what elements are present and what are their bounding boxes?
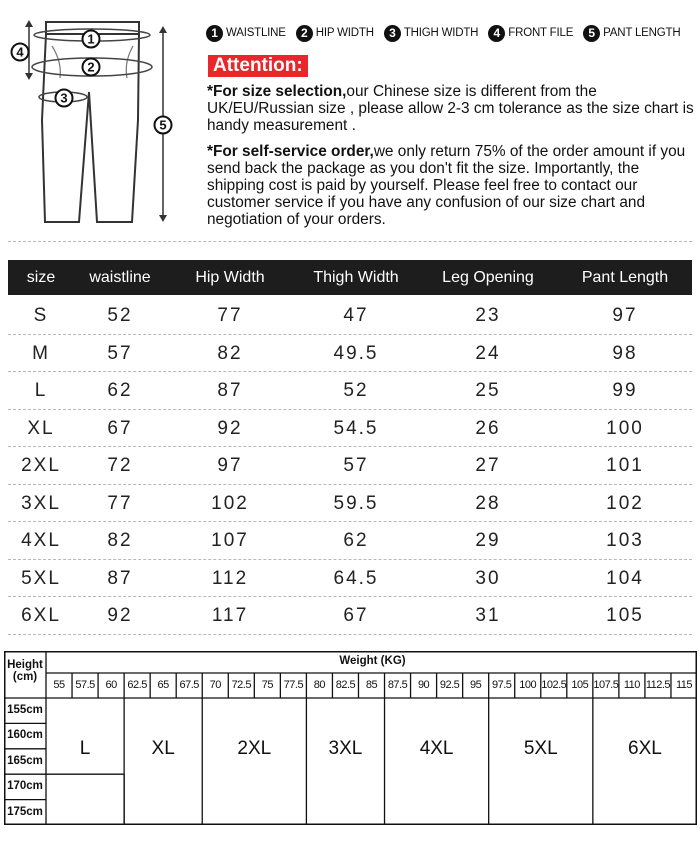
- number-1-icon: 1: [206, 25, 223, 42]
- cell-size: S: [33, 305, 49, 326]
- cell-waistline: 82: [107, 530, 133, 551]
- weight-tick: 110: [623, 679, 640, 691]
- table-row: [8, 522, 692, 559]
- weight-tick: 70: [209, 679, 221, 691]
- cell-hip-width: 102: [211, 492, 249, 514]
- cell-size: 5XL: [21, 567, 61, 589]
- marker-2-label: 2: [87, 59, 95, 75]
- cell-thigh-width: 62: [343, 530, 369, 551]
- size-region-label: 4XL: [419, 738, 454, 760]
- height-row-label: 155cm: [7, 704, 43, 716]
- legend-label: PANT LENGTH: [603, 27, 681, 39]
- cell-hip-width: 107: [211, 530, 249, 551]
- cell-thigh-width: 52: [343, 380, 369, 401]
- weight-tick: 112.5: [645, 679, 671, 691]
- height-row-label: 175cm: [7, 805, 43, 818]
- cell-hip-width: 77: [217, 305, 243, 326]
- weight-tick: 65: [157, 679, 169, 691]
- cell-size: L: [34, 380, 48, 401]
- weight-tick: 67.5: [179, 679, 199, 691]
- cell-leg-opening: 31: [475, 605, 501, 626]
- size-region-label: XL: [151, 738, 175, 760]
- cell-pant-length: 103: [606, 530, 644, 551]
- weight-tick: 75: [261, 679, 273, 691]
- cell-waistline: 72: [107, 455, 133, 476]
- cell-pant-length: 97: [612, 305, 638, 326]
- cell-hip-width: 82: [217, 342, 243, 364]
- cell-hip-width: 117: [211, 605, 249, 626]
- marker-4-label: 4: [16, 44, 24, 60]
- table-row: [8, 597, 692, 634]
- cell-pant-length: 104: [606, 567, 644, 589]
- cell-pant-length: 105: [606, 605, 644, 626]
- weight-height-chart: [4, 651, 697, 825]
- cell-leg-opening: 27: [475, 455, 501, 476]
- legend-item-waistline: [206, 25, 286, 42]
- header-waistline: waistline: [89, 269, 151, 286]
- cell-thigh-width: 47: [343, 305, 369, 326]
- cell-leg-opening: 25: [475, 380, 501, 401]
- cell-hip-width: 97: [217, 455, 243, 476]
- cell-hip-width: 112: [211, 567, 249, 589]
- cell-waistline: 92: [107, 605, 133, 626]
- number-2-icon: 2: [296, 25, 313, 42]
- cell-hip-width: 92: [217, 417, 243, 439]
- legend-item-pant-length: [583, 25, 680, 42]
- height-label: Height (cm): [7, 659, 43, 683]
- weight-tick: 60: [105, 679, 117, 691]
- cell-size: 3XL: [21, 492, 61, 514]
- cell-waistline: 67: [107, 417, 133, 439]
- pants-diagram: [0, 0, 200, 240]
- cell-pant-length: 101: [606, 455, 644, 476]
- weight-tick: 115: [675, 679, 692, 691]
- cell-thigh-width: 67: [343, 605, 369, 626]
- cell-leg-opening: 28: [475, 492, 501, 514]
- cell-pant-length: 99: [612, 380, 638, 401]
- marker-1-icon: [83, 31, 100, 48]
- table-row: [8, 560, 692, 597]
- cell-leg-opening: 29: [475, 530, 501, 551]
- weight-tick: 107.5: [593, 679, 619, 691]
- cell-hip-width: 87: [217, 380, 243, 401]
- height-row-label: 170cm: [7, 780, 43, 793]
- number-4-icon: 4: [488, 25, 505, 42]
- cell-pant-length: 100: [606, 417, 644, 439]
- height-row-label: 160cm: [7, 729, 43, 742]
- legend-item-front-file: [488, 25, 573, 42]
- marker-4-icon: [12, 44, 29, 61]
- size-region-label: L: [79, 738, 91, 760]
- cell-waistline: 57: [107, 342, 133, 364]
- table-row: [8, 335, 692, 372]
- self-service-note: [207, 143, 697, 228]
- weight-tick: 72.5: [231, 679, 251, 691]
- cell-leg-opening: 30: [475, 567, 501, 589]
- cell-waistline: 77: [107, 492, 133, 514]
- size-region-label: 6XL: [628, 738, 662, 760]
- divider: [8, 241, 692, 242]
- legend-label: HIP WIDTH: [315, 27, 374, 39]
- cell-thigh-width: 54.5: [333, 417, 379, 439]
- cell-waistline: 87: [107, 567, 133, 589]
- cell-size: 6XL: [21, 605, 61, 626]
- weight-tick: 82.5: [335, 679, 356, 691]
- table-row: [8, 447, 692, 484]
- legend-label: WAISTLINE: [226, 27, 286, 39]
- legend-label: THIGH WIDTH: [403, 27, 479, 39]
- marker-3-label: 3: [60, 90, 68, 106]
- self-service-text: we only return 75% of the order amount if you send back the package as you don't fit the size. Importantly, the shipping cost is paid by yourself. Please feel free to contact our customer service if you have any confusion of our size chart and negotiation of your orders.: [207, 143, 686, 228]
- header-size: size: [26, 269, 56, 286]
- table-row: [8, 485, 692, 522]
- cell-leg-opening: 26: [475, 417, 501, 439]
- measurement-legend: [206, 20, 700, 46]
- weight-tick: 77.5: [283, 679, 304, 691]
- size-region-label: 3XL: [328, 738, 363, 760]
- marker-5-icon: [155, 117, 172, 134]
- cell-waistline: 52: [107, 305, 133, 326]
- marker-3-icon: [56, 90, 73, 107]
- size-selection-note: [207, 83, 697, 134]
- weight-tick: 95: [470, 679, 482, 691]
- weight-tick: 85: [365, 679, 378, 691]
- size-region-label: 2XL: [237, 738, 272, 760]
- cell-size: 4XL: [21, 530, 61, 551]
- cell-pant-length: 98: [612, 342, 638, 364]
- weight-tick: 57.5: [75, 679, 95, 691]
- weight-tick: 100: [519, 679, 537, 691]
- weight-tick: 80: [313, 679, 326, 691]
- marker-2-icon: [83, 59, 100, 76]
- table-row: [8, 297, 692, 334]
- legend-item-thigh-width: [384, 25, 478, 42]
- size-selection-text: our Chinese size is different from the UK/EU/Russian size , please allow 2-3 cm tolerance as the size chart is handy measurement .: [207, 83, 694, 134]
- size-region-label: 5XL: [523, 738, 558, 760]
- header-pant-length: Pant Length: [581, 269, 669, 286]
- legend-item-hip-width: [296, 25, 374, 42]
- cell-leg-opening: 24: [475, 342, 501, 364]
- marker-5-label: 5: [159, 117, 167, 133]
- cell-thigh-width: 64.5: [333, 567, 379, 589]
- header-leg-opening: Leg Opening: [442, 269, 534, 286]
- number-5-icon: 5: [583, 25, 600, 42]
- weight-tick: 90: [417, 679, 430, 691]
- attention-title: Attention:: [208, 55, 308, 77]
- legend-label: FRONT FILE: [508, 27, 574, 39]
- cell-thigh-width: 49.5: [333, 342, 379, 364]
- cell-thigh-width: 57: [343, 455, 369, 476]
- weight-tick: 97.5: [491, 679, 512, 691]
- weight-tick: 105: [571, 679, 589, 691]
- header-hip-width: Hip Width: [195, 269, 265, 286]
- table-row: [8, 372, 692, 409]
- cell-waistline: 62: [107, 380, 133, 401]
- table-row: [8, 410, 692, 447]
- self-service-lead: *For self-service order,: [207, 143, 374, 160]
- cell-size: 2XL: [21, 455, 61, 476]
- number-3-icon: 3: [384, 25, 401, 42]
- header-thigh-width: Thigh Width: [313, 269, 399, 286]
- weight-tick: 102.5: [541, 679, 567, 691]
- marker-1-label: 1: [87, 31, 95, 47]
- cell-size: XL: [27, 417, 55, 439]
- cell-pant-length: 102: [606, 492, 644, 514]
- weight-tick: 92.5: [439, 679, 460, 691]
- cell-thigh-width: 59.5: [333, 492, 379, 514]
- weight-tick: 87.5: [387, 679, 408, 691]
- weight-label: Weight (KG): [339, 655, 406, 667]
- cell-leg-opening: 23: [475, 305, 501, 326]
- cell-size: M: [32, 342, 50, 364]
- size-selection-lead: *For size selection,: [207, 83, 347, 100]
- weight-tick: 62.5: [127, 679, 147, 691]
- row-divider: [8, 634, 692, 635]
- size-table-header: [8, 260, 692, 295]
- height-row-label: 165cm: [7, 754, 43, 767]
- weight-tick: 55: [53, 679, 65, 691]
